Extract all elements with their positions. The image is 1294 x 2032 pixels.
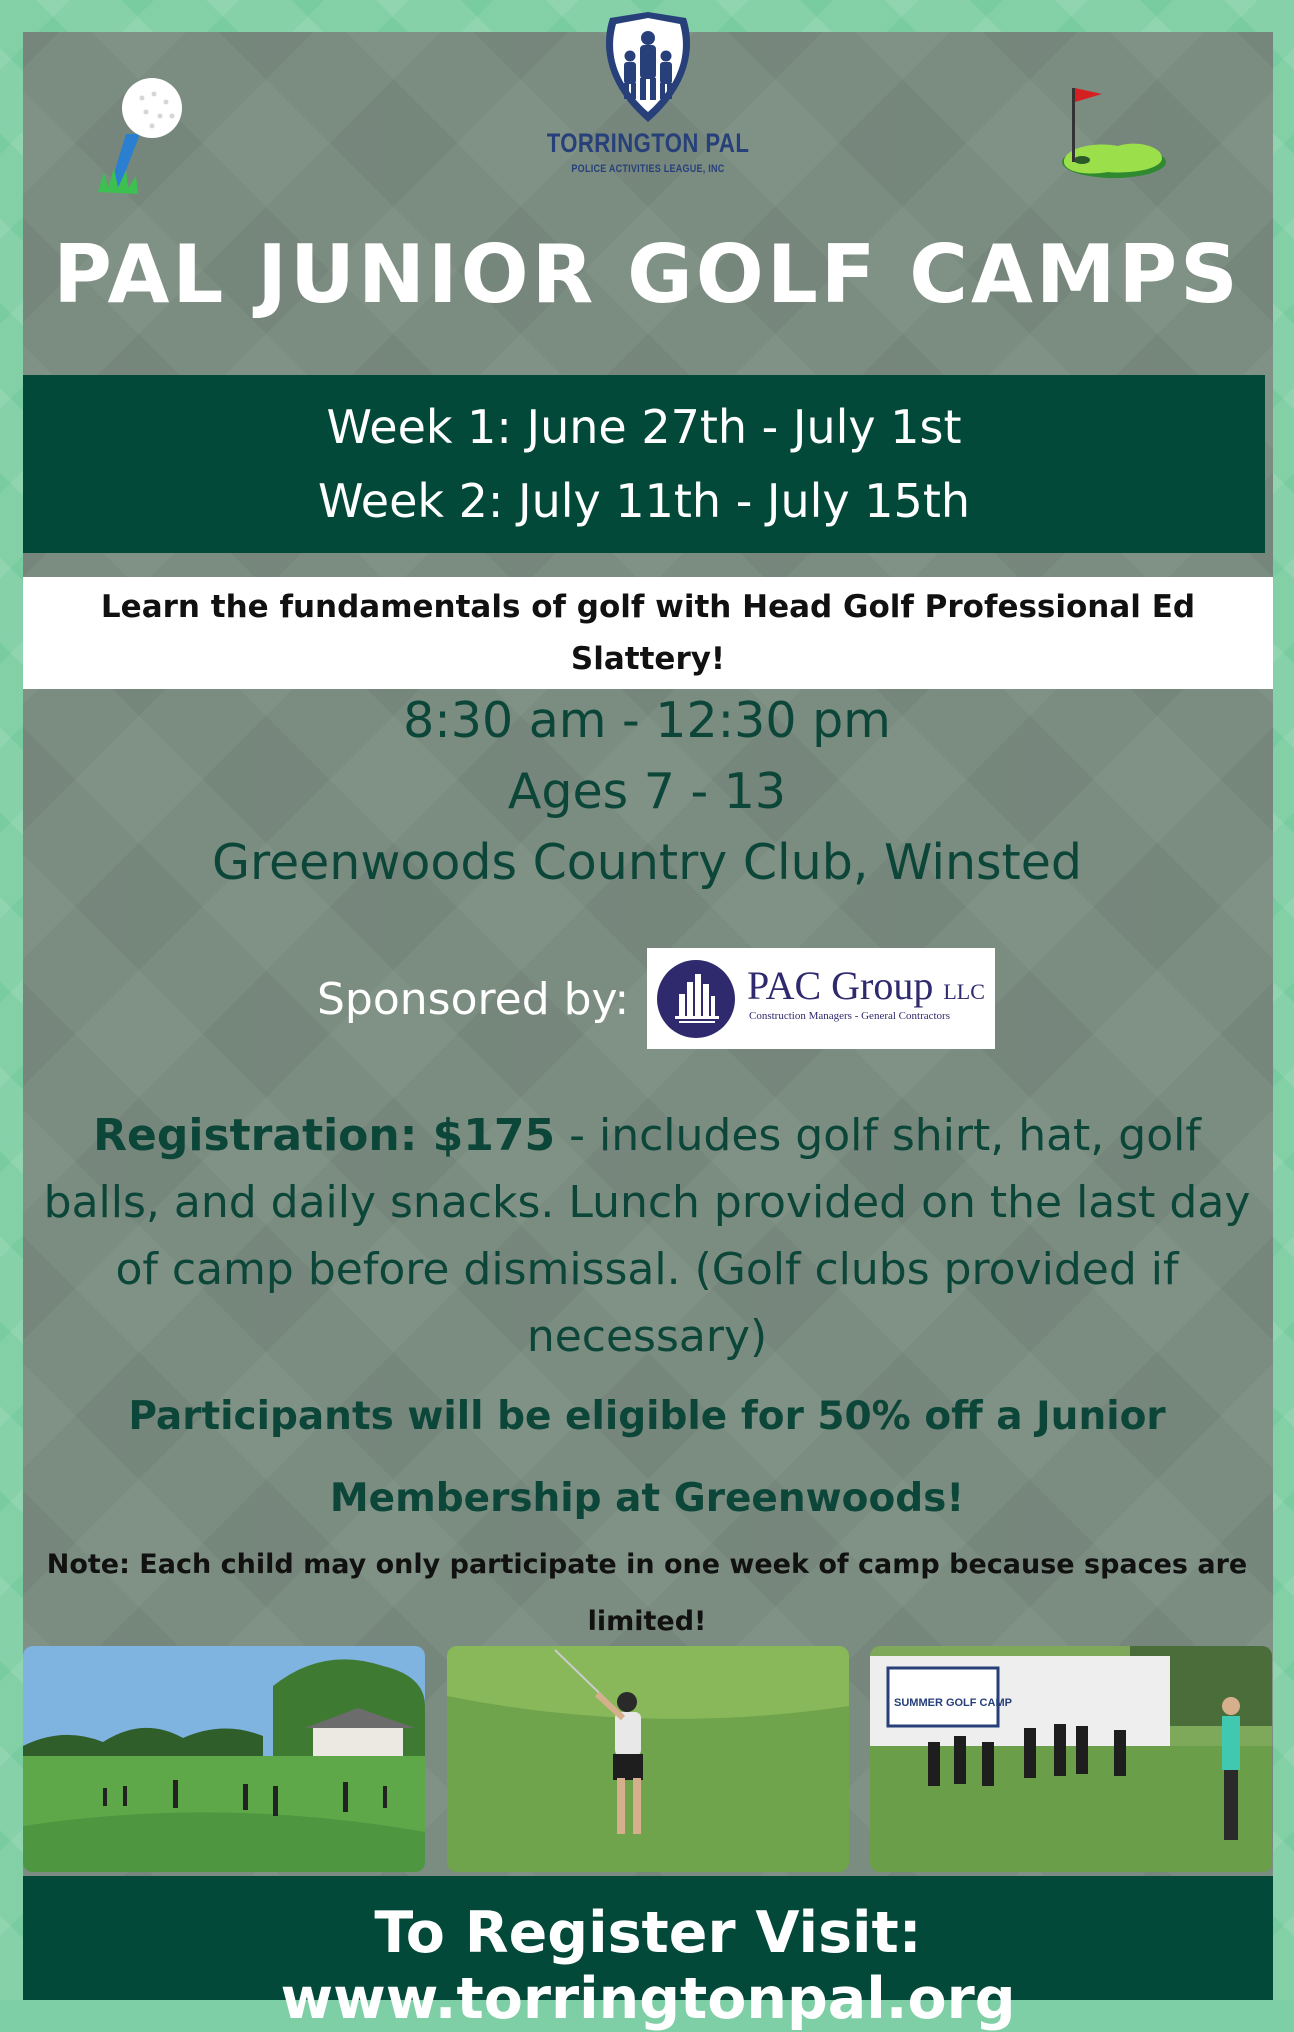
footer-bar bbox=[23, 1876, 1273, 2032]
golf-ball-tee-icon bbox=[96, 76, 188, 200]
golf-flag-icon bbox=[1058, 84, 1168, 184]
pac-building-icon bbox=[657, 960, 735, 1038]
intro-text: Learn the fundamentals of golf with Head Golf Professional Ed Slattery! bbox=[100, 589, 1196, 677]
registration-details: - includes golf shirt, hat, golf balls, and daily snacks. Lunch provided on the last day of camp before dismissal. (Golf clubs provided if necessary) bbox=[43, 1110, 1251, 1362]
registration-text bbox=[30, 1102, 1264, 1370]
weeks-box bbox=[23, 375, 1265, 553]
banner-title: SUMMER GOLF CAMP bbox=[894, 1697, 1012, 1709]
camp-location: Greenwoods Country Club, Winsted bbox=[211, 834, 1083, 891]
participation-note: Note: Each child may only participate in one week of camp because spaces are limited! bbox=[46, 1549, 1248, 1637]
pal-badge-logo bbox=[600, 12, 696, 124]
intro-box bbox=[23, 577, 1273, 689]
sponsor-tagline: Construction Managers - General Contractors bbox=[749, 1010, 950, 1022]
camp-time: 8:30 am - 12:30 pm bbox=[403, 692, 891, 749]
photo-golfer-swing bbox=[447, 1646, 849, 1872]
sponsor-name-text: PAC Group bbox=[747, 963, 934, 1008]
week-1-dates: Week 1: June 27th - July 1st bbox=[326, 400, 962, 454]
membership-offer: Participants will be eligible for 50% off a Junior Membership at Greenwoods! bbox=[128, 1394, 1166, 1521]
photo-summer-camp-group bbox=[870, 1646, 1272, 1872]
week-2-dates: Week 2: July 11th - July 15th bbox=[317, 474, 971, 528]
page-title: PAL JUNIOR GOLF CAMPS bbox=[53, 228, 1241, 321]
sponsor-logo bbox=[647, 948, 995, 1049]
sponsor-name bbox=[747, 962, 985, 1009]
registration-price: Registration: $175 bbox=[93, 1110, 556, 1161]
photo-practice-green bbox=[23, 1646, 425, 1872]
sponsor-label: Sponsored by: bbox=[317, 974, 630, 1025]
logo-name: TORRINGTON PAL bbox=[546, 128, 750, 158]
camp-ages: Ages 7 - 13 bbox=[507, 763, 787, 820]
register-url-text: To Register Visit: www.torringtonpal.org bbox=[280, 1900, 1016, 2032]
logo-subtitle: POLICE ACTIVITIES LEAGUE, INC bbox=[571, 163, 725, 175]
sponsor-suffix: LLC bbox=[943, 979, 985, 1004]
